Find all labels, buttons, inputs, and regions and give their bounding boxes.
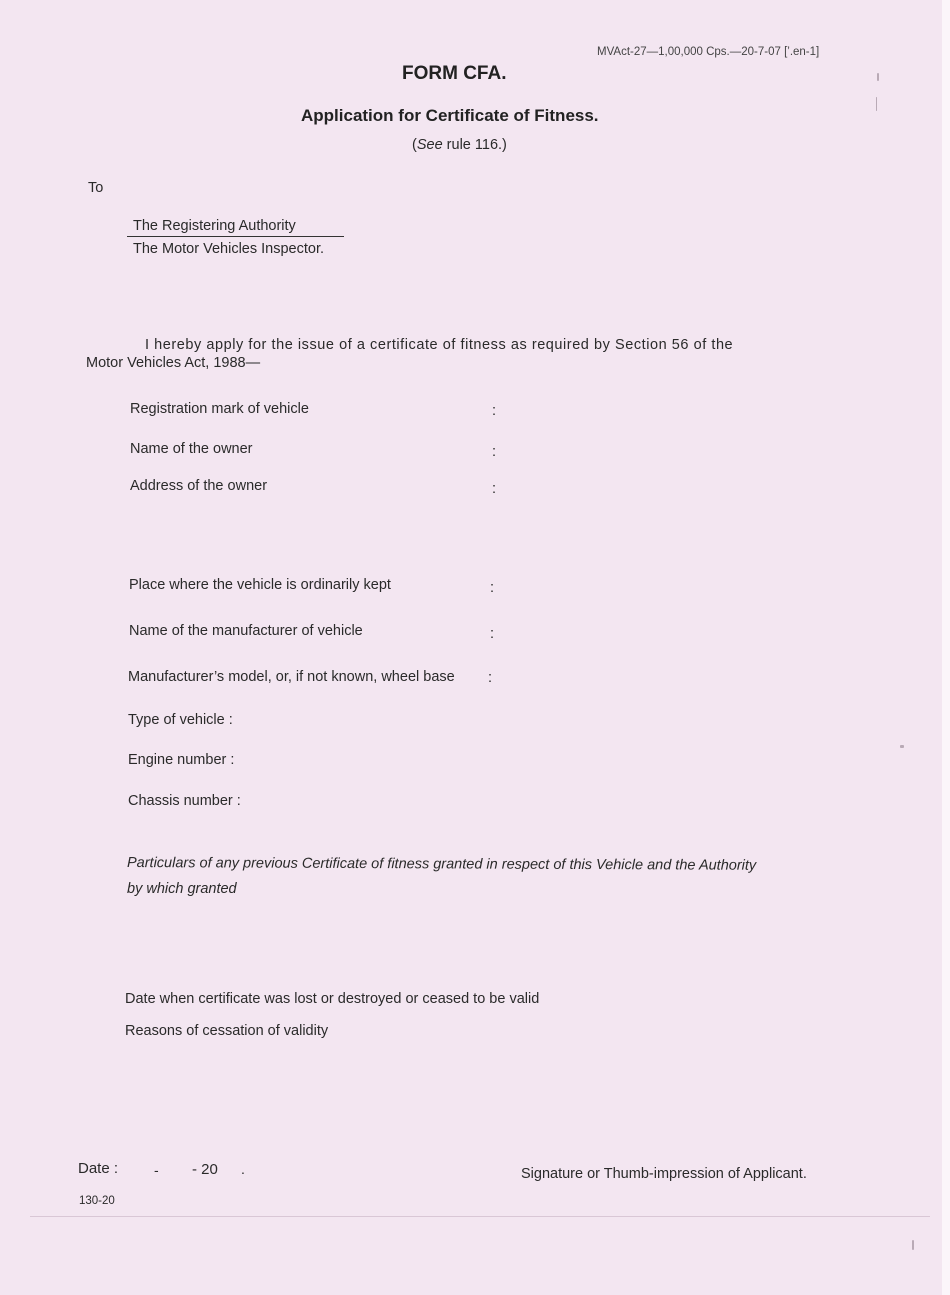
to-label: To <box>88 180 104 196</box>
field-vehicle-type: Type of vehicle : <box>128 712 233 728</box>
scan-edge <box>942 0 950 1295</box>
field-registration-mark: Registration mark of vehicle <box>130 401 309 417</box>
field-place-kept-colon: : <box>490 580 495 596</box>
declaration-line-1: I hereby apply for the issue of a certificate of fitness as required by Section 56 of the <box>145 337 734 353</box>
scan-speck <box>877 73 879 81</box>
field-model-colon: : <box>488 670 493 686</box>
addressee-line-2: The Motor Vehicles Inspector. <box>133 241 325 257</box>
scan-speck <box>900 745 904 748</box>
field-chassis-number: Chassis number : <box>128 793 241 809</box>
field-registration-colon: : <box>492 403 497 419</box>
signature-label: Signature or Thumb-impression of Applicant. <box>521 1166 807 1182</box>
date-label: Date : <box>78 1160 119 1177</box>
addressee-line-1: The Registering Authority <box>133 218 296 234</box>
field-owner-name-colon: : <box>492 444 497 460</box>
field-cessation-reasons: Reasons of cessation of validity <box>125 1023 329 1039</box>
print-reference: MVAct-27—1,00,000 Cps.—20-7-07 [’.en-1] <box>597 46 820 58</box>
date-separator: - <box>154 1162 159 1178</box>
scan-fold-line <box>30 1216 930 1217</box>
declaration-line-2: Motor Vehicles Act, 1988— <box>86 355 261 371</box>
form-code: 130-20 <box>79 1195 115 1207</box>
rule-ref-open: ( <box>412 137 417 153</box>
rule-ref-see: See <box>416 137 443 153</box>
scan-speck <box>876 97 877 111</box>
field-place-kept: Place where the vehicle is ordinarily kept <box>129 577 391 593</box>
field-manufacturer-colon: : <box>490 626 495 642</box>
previous-certificate-line-1: Particulars of any previous Certificate of fitness granted in respect of this Vehicle and the Authority <box>126 855 757 874</box>
scan-speck <box>912 1240 914 1250</box>
addressee-divider <box>127 236 344 237</box>
field-manufacturer-name: Name of the manufacturer of vehicle <box>129 623 363 639</box>
form-subtitle: Application for Certificate of Fitness. <box>301 106 599 125</box>
previous-certificate-line-2: by which granted <box>127 881 237 897</box>
field-date-lost: Date when certificate was lost or destroyed or ceased to be valid <box>125 991 540 1007</box>
date-dot: . <box>241 1161 245 1177</box>
field-engine-number: Engine number : <box>128 752 235 768</box>
field-model-wheelbase: Manufacturer’s model, or, if not known, wheel base <box>128 669 455 685</box>
form-title: FORM CFA. <box>402 63 507 84</box>
field-owner-name: Name of the owner <box>130 441 253 457</box>
rule-reference <box>412 137 507 153</box>
date-year: - 20 <box>192 1161 218 1178</box>
field-owner-address: Address of the owner <box>130 478 268 494</box>
field-owner-address-colon: : <box>492 481 497 497</box>
rule-ref-rest: rule 116.) <box>442 137 507 153</box>
